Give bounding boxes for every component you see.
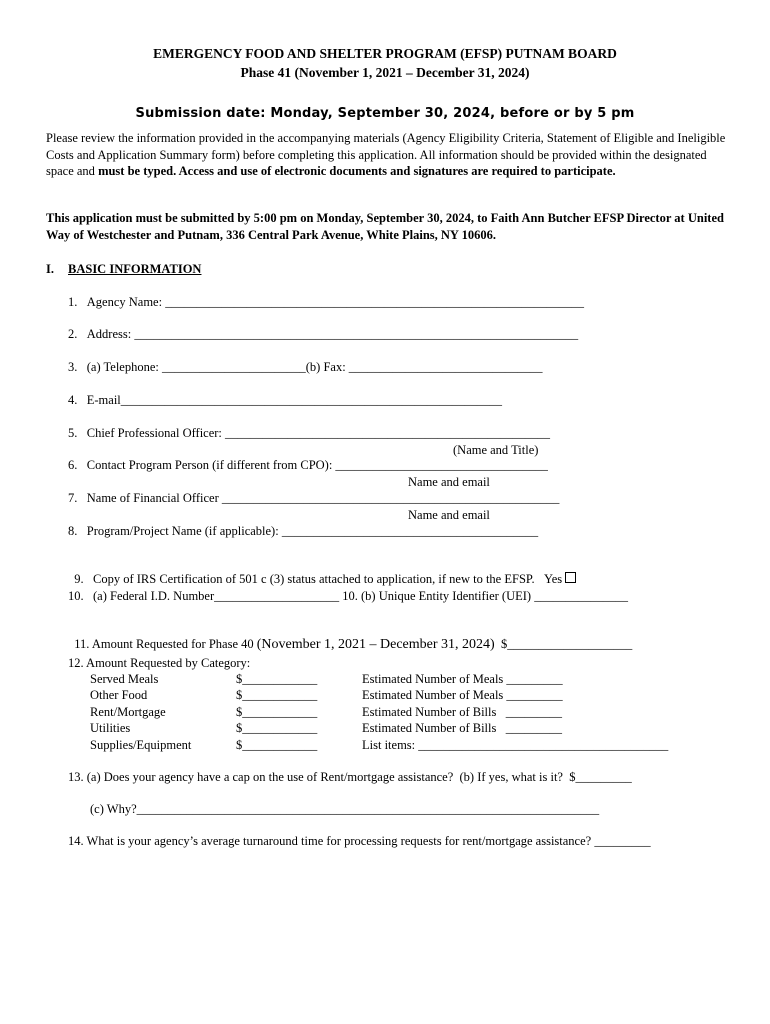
category-estimate-field[interactable]: Estimated Number of Bills _________ [362, 721, 562, 735]
section-title: BASIC INFORMATION [68, 262, 202, 276]
address-field[interactable]: 2. Address: _______________________________________________________________________ [68, 327, 579, 341]
amount-requested-period: (November 1, 2021 – December 31, 2024) [256, 637, 495, 652]
category-estimate-field[interactable]: Estimated Number of Bills _________ [362, 705, 562, 719]
contact-person-field[interactable]: 6. Contact Program Person (if different from CPO): __________________________________ [68, 458, 548, 472]
intro-text: Please review the information provided in the accompanying materials (Agency Eligibility Criteria, Statement of Eligible and Ineligible Costs and Application Summary form) before completing this application. All information should be provided within the designated space and [46, 131, 726, 178]
financial-officer-field[interactable]: 7. Name of Financial Officer ______________________________________________________ [68, 491, 560, 505]
rent-cap-question[interactable]: 13. (a) Does your agency have a cap on the use of Rent/mortgage assistance? (b) If yes, what is it? $_________ [68, 770, 632, 784]
chief-officer-field[interactable]: 5. Chief Professional Officer: ____________________________________________________ [68, 426, 551, 440]
category-estimate-field[interactable]: Estimated Number of Meals _________ [362, 688, 563, 702]
section-number: I. [46, 262, 54, 276]
program-name-field[interactable]: 8. Program/Project Name (if applicable): _________________________________________ [68, 524, 539, 538]
rent-cap-why-field[interactable]: (c) Why?__________________________________________________________________________ [90, 802, 600, 816]
category-amount-field[interactable]: $____________ [236, 738, 318, 752]
category-name: Supplies/Equipment [90, 738, 192, 752]
name-email-note: Name and email [408, 475, 490, 489]
deadline-paragraph: This application must be submitted by 5:00 pm on Monday, September 30, 2024, to Faith Ann Butcher EFSP Director at United Way of Westchester and Putnam, 336 Central Park Avenue, White Plains, NY 10606. [46, 211, 724, 242]
amount-requested-field[interactable] [68, 622, 632, 653]
yes-checkbox[interactable] [565, 572, 576, 583]
category-amount-field[interactable]: $____________ [236, 705, 318, 719]
category-name: Rent/Mortgage [90, 705, 166, 719]
amount-requested-label: 11. Amount Requested for Phase 40 [74, 637, 257, 651]
category-estimate-field[interactable]: Estimated Number of Meals _________ [362, 672, 563, 686]
phase-subtitle: Phase 41 (November 1, 2021 – December 31, 2024) [240, 65, 530, 80]
category-amount-field[interactable]: $____________ [236, 688, 318, 702]
turnaround-time-question[interactable]: 14. What is your agency’s average turnaround time for processing requests for rent/mortgage assistance? _________ [68, 834, 651, 848]
irs-certification-item [68, 557, 576, 587]
amount-requested-blank[interactable]: $____________________ [494, 637, 633, 651]
category-heading: 12. Amount Requested by Category: [68, 656, 251, 670]
category-name: Other Food [90, 688, 148, 702]
category-estimate-field[interactable]: List items: ________________________________________ [362, 738, 669, 752]
irs-certification-text: 9. Copy of IRS Certification of 501 c (3) status attached to application, if new to the EFSP. Yes [74, 572, 563, 586]
category-amount-field[interactable]: $____________ [236, 721, 318, 735]
category-name: Served Meals [90, 672, 159, 686]
submission-date: Submission date: Monday, September 30, 2024, before or by 5 pm [135, 106, 635, 121]
name-title-note: (Name and Title) [453, 443, 539, 457]
intro-paragraph [46, 130, 726, 180]
federal-id-uei-field[interactable]: 10. (a) Federal I.D. Number____________________ 10. (b) Unique Entity Identifier (UEI) _______________ [68, 589, 628, 603]
agency-name-field[interactable]: 1. Agency Name: ___________________________________________________________________ [68, 295, 584, 309]
name-email-note-2: Name and email [408, 508, 490, 522]
category-amount-field[interactable]: $____________ [236, 672, 318, 686]
email-field[interactable]: 4. E-mail_____________________________________________________________ [68, 393, 503, 407]
telephone-fax-field[interactable]: 3. (a) Telephone: _______________________(b) Fax: _______________________________ [68, 360, 543, 374]
intro-bold-text: must be typed. Access and use of electronic documents and signatures are required to participate. [98, 164, 616, 178]
category-name: Utilities [90, 721, 131, 735]
document-title: EMERGENCY FOOD AND SHELTER PROGRAM (EFSP) PUTNAM BOARD [153, 46, 617, 61]
